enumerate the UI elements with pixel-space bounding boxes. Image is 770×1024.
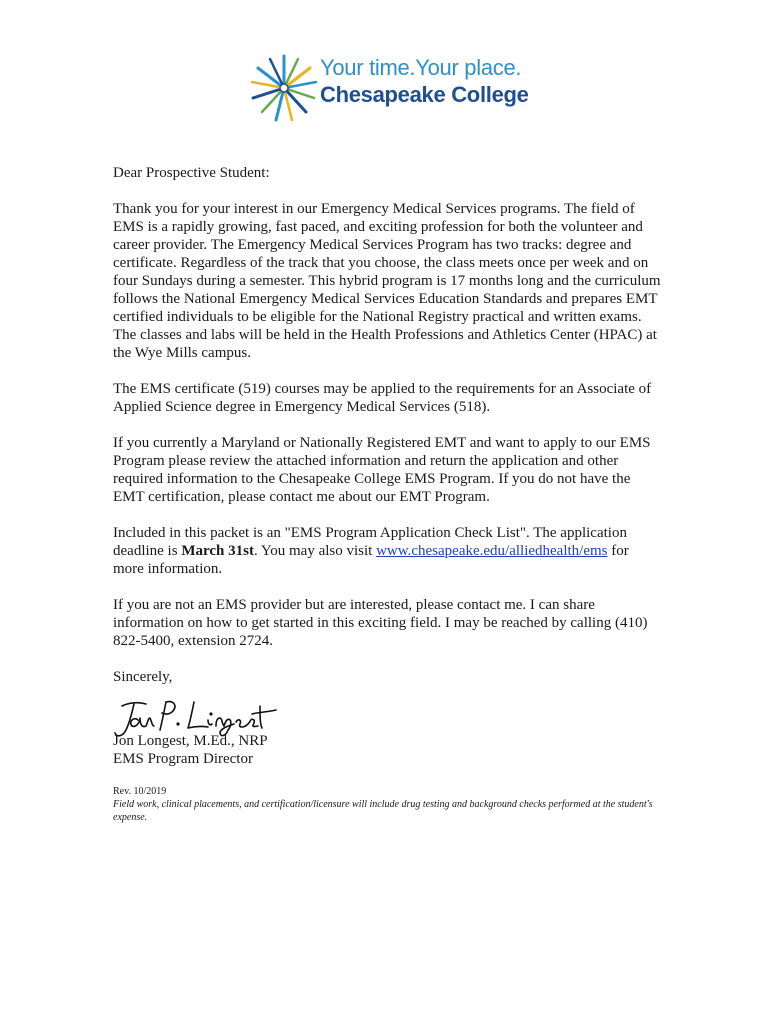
footer-notes	[113, 785, 673, 824]
signature-block	[113, 732, 268, 768]
drug-testing-note: Field work, clinical placements, and certification/licensure will include drug testing and background checks performed at the student's expense.	[113, 799, 653, 823]
paragraph-certificate: The EMS certificate (519) courses may be applied to the requirements for an Associate of Applied Science degree in Emergency Medical Services (518).	[113, 381, 652, 415]
salutation: Dear Prospective Student:	[113, 165, 270, 181]
college-logo	[248, 52, 528, 124]
application-text-c: for more information.	[113, 543, 629, 577]
letter-body	[113, 164, 663, 686]
logo-tagline: Your time.Your place.	[320, 55, 522, 80]
closing: Sincerely,	[113, 669, 173, 685]
deadline-date: March 31st	[181, 543, 254, 559]
logo-college-name: Chesapeake College	[320, 82, 529, 107]
revision-date: Rev. 10/2019	[113, 786, 167, 797]
paragraph-intro: Thank you for your interest in our Emergency Medical Services programs. The field of EMS is a rapidly growing, fast paced, and exciting profession for both the volunteer and career provider. The Emergency Medical Services Program has two tracks: degree and certificate. Regardless of the track that you choose, the class meets once per week and on four Sundays during a semester. This hybrid program is 17 months long and the curriculum follows the National Emergency Medical Services Education Standards and prepares EMT certified individuals to be eligible for the National Registry practical and written exams. The classes and labs will be held in the Health Professions and Athletics Center (HPAC) at the Wye Mills campus.	[113, 201, 661, 361]
paragraph-registered-emt: If you currently a Maryland or Nationally Registered EMT and want to apply to our EMS Program please review the attached information and return the application and other required information to the Chesapeake College EMS Program. If you do not have the EMT certification, please contact me about our EMT Program.	[113, 435, 651, 505]
paragraph-contact: If you are not an EMS provider but are interested, please contact me. I can share information on how to get started in this exciting field. I may be reached by calling (410) 822-5400, extension 2724.	[113, 597, 648, 649]
paragraph-application	[113, 524, 663, 578]
signer-title: EMS Program Director	[113, 751, 253, 767]
application-text-b: . You may also visit	[253, 543, 377, 559]
program-website-link[interactable]: www.chesapeake.edu/alliedhealth/ems	[376, 543, 608, 559]
starburst-icon	[248, 52, 318, 124]
application-text-a: Included in this packet is an "EMS Program Application Check List". The application deadline is	[113, 525, 627, 559]
signer-name: Jon Longest, M.Ed., NRP	[113, 733, 268, 749]
